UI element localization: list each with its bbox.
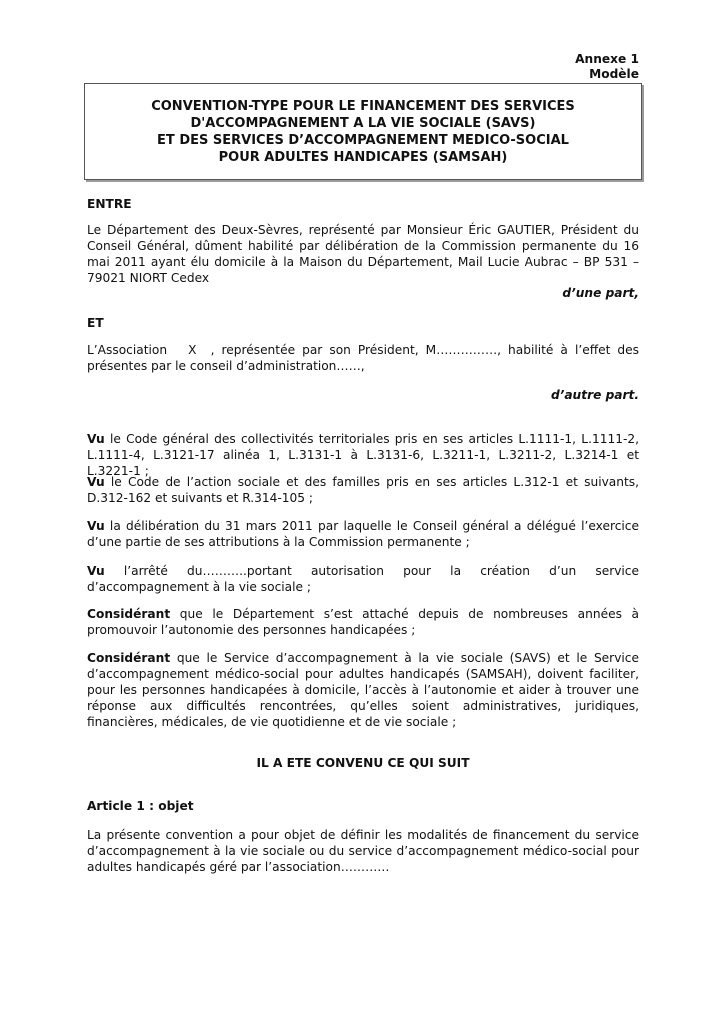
vu-text: le Code de l’action sociale et des familles pris en ses articles L.312-1 et suivants, D.312-162 et suivants et R.314-105 ;	[87, 475, 639, 505]
annex-number: Annexe 1	[575, 52, 639, 66]
vu-lead: Vu	[87, 519, 105, 533]
vu-text: la délibération du 31 mars 2011 par laquelle le Conseil général a délégué l’exercice d’une partie de ses attributions à la Commission permanente ;	[87, 519, 639, 549]
vu-deliberation-paragraph	[87, 518, 639, 550]
title-line-2: D'ACCOMPAGNEMENT A LA VIE SOCIALE (SAVS)	[190, 115, 536, 131]
annex-model: Modèle	[589, 67, 639, 81]
article-1-text: La présente convention a pour objet de définir les modalités de financement du service d’accompagnement à la vie sociale ou du service d’accompagnement médico-social pour adultes handicapés géré par l’association…………	[87, 828, 639, 874]
une-part-text: d’une part,	[562, 286, 639, 300]
title-line-4: POUR ADULTES HANDICAPES (SAMSAH)	[218, 149, 508, 165]
title-line-3: ET DES SERVICES D’ACCOMPAGNEMENT MEDICO-SOCIAL	[157, 132, 569, 148]
departement-paragraph: Le Département des Deux-Sèvres, représenté par Monsieur Éric GAUTIER, Président du Conseil Général, dûment habilité par délibération de la Commission permanente du 16 mai 2011 ayant élu domicile à la Maison du Département, Mail Lucie Aubrac – BP 531 – 79021 NIORT Cedex	[87, 223, 639, 285]
vu-lead: Vu	[87, 475, 105, 489]
vu-text: le Code général des collectivités territoriales pris en ses articles L.1111-1, L.1111-2, L.1111-4, L.3121-17 alinéa 1, L.3131-1 à L.3131-6, L.3211-1, L.3211-2, L.3214-1 et L.3221-1 ;	[87, 432, 639, 478]
vu-arrete-paragraph	[87, 563, 639, 595]
considerant-services-paragraph	[87, 650, 639, 730]
convenu-heading: IL A ETE CONVENU CE QUI SUIT	[256, 756, 470, 770]
entre-heading: ENTRE	[87, 197, 132, 211]
considerant-text: que le Service d’accompagnement à la vie sociale (SAVS) et le Service d’accompagnement médico-social pour adultes handicapés (SAMSAH), doivent faciliter, pour les personnes handicapées à domicile, l’accès à l’autonomie et aider à trouver une réponse aux difficultés rencontrées, qu’elles soient administratives, juridiques, financières, médicales, de vie quotidienne et de vie sociale ;	[87, 651, 639, 729]
vu-lead: Vu	[87, 564, 105, 578]
considerant-text: que le Département s’est attaché depuis de nombreuses années à promouvoir l’autonomie des personnes handicapées ;	[87, 607, 639, 637]
considerant-autonomie-paragraph	[87, 606, 639, 638]
vu-cgct-paragraph	[87, 431, 639, 479]
autre-part-label	[87, 387, 639, 403]
vu-lead: Vu	[87, 432, 105, 446]
document-title	[151, 98, 575, 166]
autre-part-text: d’autre part.	[550, 388, 639, 402]
title-box	[84, 83, 642, 180]
vu-text: l’arrêté du………..portant autorisation pour la création d’un service d’accompagnement à la vie sociale ;	[87, 564, 639, 594]
une-part-label	[87, 285, 639, 301]
et-heading: ET	[87, 316, 104, 330]
considerant-lead: Considérant	[87, 651, 171, 665]
association-paragraph: L’Association X , représentée par son Président, M……………, habilité à l’effet des présentes par le conseil d’administration……,	[87, 343, 643, 373]
article-1-heading: Article 1 : objet	[87, 799, 194, 813]
annex-label	[575, 52, 639, 82]
vu-casf-paragraph	[87, 474, 639, 506]
considerant-lead: Considérant	[87, 607, 171, 621]
title-line-1: CONVENTION-TYPE POUR LE FINANCEMENT DES SERVICES	[151, 98, 575, 114]
